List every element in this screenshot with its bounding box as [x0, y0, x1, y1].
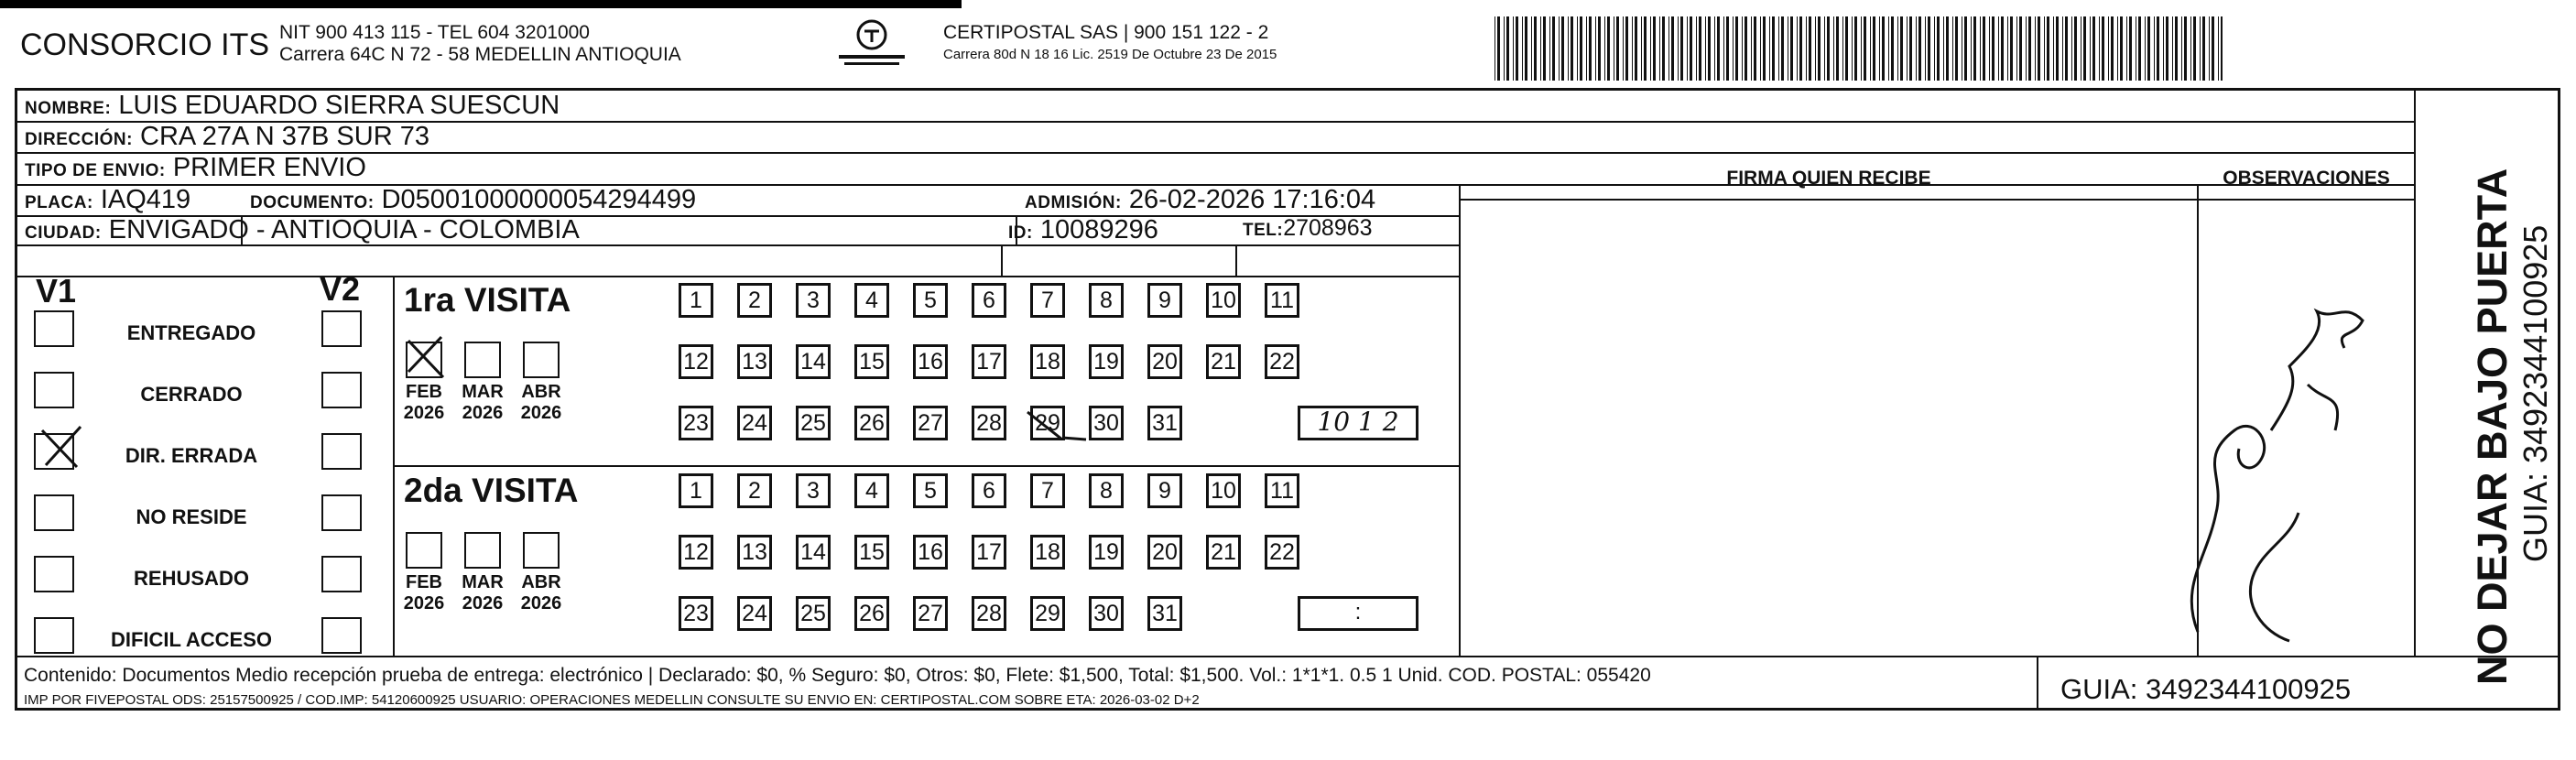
day-box[interactable]: 27	[913, 596, 948, 631]
send-type-value: PRIMER ENVIO	[172, 153, 366, 182]
day-box[interactable]: 28	[972, 406, 1006, 440]
recipient-address: CRA 27A N 37B SUR 73	[140, 122, 429, 151]
day-box[interactable]: 25	[796, 596, 831, 631]
day-box[interactable]: 13	[737, 344, 772, 379]
signature-header: FIRMA QUIEN RECIBE	[1726, 168, 1931, 189]
certipostal-logo-icon	[831, 16, 912, 71]
first-visit-title: 1ra VISITA	[404, 281, 571, 319]
name-label: NOMBRE:	[25, 99, 112, 118]
day-box[interactable]: 8	[1089, 283, 1124, 318]
v1-checkbox[interactable]	[34, 494, 74, 531]
day-box[interactable]: 11	[1265, 283, 1299, 318]
day-box[interactable]: 9	[1147, 283, 1182, 318]
name-row	[25, 91, 560, 121]
barcode-icon	[1495, 16, 2223, 81]
side-panel	[2381, 117, 2564, 685]
id-row	[1008, 215, 1158, 245]
day-box[interactable]: 7	[1030, 283, 1065, 318]
month-year: 2026	[462, 593, 504, 613]
month-year: 2026	[462, 403, 504, 423]
day-box[interactable]: 5	[913, 283, 948, 318]
month-year: 2026	[403, 593, 445, 613]
company-nit: NIT 900 413 115 - TEL 604 3201000	[279, 22, 590, 43]
day-box[interactable]: 23	[679, 406, 713, 440]
day-box[interactable]: 20	[1147, 535, 1182, 570]
recipient-name: LUIS EDUARDO SIERRA SUESCUN	[118, 91, 560, 120]
id-label: ID:	[1008, 223, 1033, 243]
month-year: 2026	[403, 403, 445, 423]
day-box[interactable]: 3	[796, 473, 831, 508]
second-visit-title: 2da VISITA	[404, 472, 579, 509]
v1-checkbox[interactable]	[34, 617, 74, 654]
v2-checkbox[interactable]	[321, 494, 362, 531]
admission-row	[1025, 185, 1375, 215]
imp-line: IMP POR FIVEPOSTAL ODS: 25157500925 / COD.IMP: 54120600925 USUARIO: OPERACIONES MEDELLIN CONSULTE SU ENVIO EN: CERTIPOSTAL.COM SOBRE ETA: 2026-03-02 D+2	[24, 692, 1200, 708]
day-box[interactable]: 1	[679, 473, 713, 508]
month-label: FEB	[406, 572, 442, 592]
day-box[interactable]: 2	[737, 473, 772, 508]
send-type-label: TIPO DE ENVIO:	[25, 161, 166, 180]
day-box[interactable]: 14	[796, 344, 831, 379]
address-row	[25, 122, 429, 152]
day-box[interactable]: 16	[913, 535, 948, 570]
day-box[interactable]: 2	[737, 283, 772, 318]
plate-label: PLACA:	[25, 193, 93, 212]
day-box[interactable]: 18	[1030, 344, 1065, 379]
day-box[interactable]: 21	[1206, 535, 1241, 570]
city-label: CIUDAD:	[25, 223, 102, 243]
tel-value: 2708963	[1283, 215, 1373, 241]
company-address: Carrera 64C N 72 - 58 MEDELLIN ANTIOQUIA	[279, 44, 681, 65]
carrier-name: CERTIPOSTAL SAS | 900 151 122 - 2	[943, 22, 1269, 43]
day-box[interactable]: 22	[1265, 344, 1299, 379]
day-box[interactable]: 26	[854, 596, 889, 631]
day-box[interactable]: 17	[972, 535, 1006, 570]
day-box[interactable]: 18	[1030, 535, 1065, 570]
day-box[interactable]: 13	[737, 535, 772, 570]
v1-checkbox[interactable]	[34, 556, 74, 592]
day-box[interactable]: 6	[972, 473, 1006, 508]
status-label: DIFICIL ACCESO	[110, 628, 272, 651]
admission-value: 26-02-2026 17:16:04	[1128, 185, 1376, 214]
month-label: ABR	[521, 572, 561, 592]
carrier-address: Carrera 80d N 18 16 Lic. 2519 De Octubre 23 De 2015	[943, 47, 1277, 62]
day-box[interactable]: 12	[679, 535, 713, 570]
day-box[interactable]: 21	[1206, 344, 1241, 379]
company-info	[279, 22, 681, 66]
day-box[interactable]: 24	[737, 596, 772, 631]
day-box[interactable]: 4	[854, 283, 889, 318]
v1-checkbox[interactable]	[34, 372, 74, 408]
day-box[interactable]: 19	[1089, 535, 1124, 570]
day-box[interactable]: 15	[854, 344, 889, 379]
month-checkbox[interactable]	[464, 342, 501, 378]
day-box[interactable]: 9	[1147, 473, 1182, 508]
city-value: ENVIGADO - ANTIOQUIA - COLOMBIA	[108, 215, 580, 244]
day-box[interactable]: 15	[854, 535, 889, 570]
day-box[interactable]: 23	[679, 596, 713, 631]
tel-label: TEL:	[1243, 221, 1284, 240]
v1-checkbox[interactable]	[34, 433, 74, 470]
top-rule	[0, 0, 962, 8]
company-name: CONSORCIO ITS	[20, 27, 270, 62]
plate-value: IAQ419	[100, 185, 191, 214]
month-checkbox[interactable]	[406, 342, 442, 378]
v2-checkbox[interactable]	[321, 433, 362, 470]
day-box[interactable]: 4	[854, 473, 889, 508]
v1-checkbox[interactable]	[34, 310, 74, 347]
day-box[interactable]: 29	[1030, 406, 1065, 440]
day-box[interactable]: 3	[796, 283, 831, 318]
v2-header: V2	[320, 270, 361, 308]
day-box[interactable]: 10	[1206, 473, 1241, 508]
document-label: DOCUMENTO:	[250, 193, 375, 212]
second-visit-time[interactable]: :	[1298, 596, 1418, 631]
footer-guia: GUIA: 3492344100925	[2060, 673, 2352, 705]
day-box[interactable]: 6	[972, 283, 1006, 318]
status-label: DIR. ERRADA	[125, 444, 258, 467]
day-box[interactable]: 29	[1030, 596, 1065, 631]
month-checkbox[interactable]	[464, 532, 501, 569]
day-box[interactable]: 25	[796, 406, 831, 440]
month-checkbox[interactable]	[406, 532, 442, 569]
document-value: D05001000000054294499	[381, 185, 697, 214]
id-value: 10089296	[1039, 215, 1158, 244]
observations-header: OBSERVACIONES	[2223, 168, 2390, 189]
plate-row	[25, 185, 190, 215]
day-box[interactable]: 1	[679, 283, 713, 318]
day-box[interactable]: 5	[913, 473, 948, 508]
day-box[interactable]: 26	[854, 406, 889, 440]
month-label: MAR	[462, 382, 504, 402]
day-box[interactable]: 22	[1265, 535, 1299, 570]
status-label: NO RESIDE	[136, 505, 247, 528]
month-year: 2026	[520, 593, 562, 613]
day-box[interactable]: 11	[1265, 473, 1299, 508]
day-box[interactable]: 10	[1206, 283, 1241, 318]
day-box[interactable]: 7	[1030, 473, 1065, 508]
day-box[interactable]: 30	[1089, 596, 1124, 631]
day-box[interactable]: 31	[1147, 406, 1182, 440]
status-label: ENTREGADO	[126, 321, 256, 344]
no-under-door-warning: NO DEJAR BAJO PUERTA	[2469, 168, 2516, 685]
address-label: DIRECCIÓN:	[25, 130, 133, 149]
status-label: REHUSADO	[134, 567, 249, 590]
month-label: FEB	[406, 382, 442, 402]
tel-row	[1243, 215, 1373, 242]
month-checkbox[interactable]	[523, 342, 560, 378]
day-box[interactable]: 27	[913, 406, 948, 440]
month-checkbox[interactable]	[523, 532, 560, 569]
day-box[interactable]: 12	[679, 344, 713, 379]
send-type-row	[25, 153, 366, 183]
admission-label: ADMISIÓN:	[1025, 193, 1122, 212]
day-box[interactable]: 19	[1089, 344, 1124, 379]
month-year: 2026	[520, 403, 562, 423]
day-box[interactable]: 14	[796, 535, 831, 570]
v2-checkbox[interactable]	[321, 556, 362, 592]
v2-checkbox[interactable]	[321, 372, 362, 408]
side-guia: GUIA: 3492344100925	[2516, 224, 2554, 562]
day-box[interactable]: 31	[1147, 596, 1182, 631]
status-label: CERRADO	[140, 383, 243, 406]
day-box[interactable]: 8	[1089, 473, 1124, 508]
day-box[interactable]: 24	[737, 406, 772, 440]
v2-checkbox[interactable]	[321, 617, 362, 654]
day-box[interactable]: 30	[1089, 406, 1124, 440]
month-label: MAR	[462, 572, 504, 592]
day-box[interactable]: 17	[972, 344, 1006, 379]
v2-checkbox[interactable]	[321, 310, 362, 347]
document-row	[250, 185, 696, 215]
day-box[interactable]: 16	[913, 344, 948, 379]
carrier-info	[943, 22, 1277, 66]
v1-header: V1	[36, 272, 77, 309]
delivery-form	[15, 88, 2560, 711]
first-visit-time[interactable]: 10 1 2	[1298, 406, 1418, 440]
month-label: ABR	[521, 382, 561, 402]
content-line: Contenido: Documentos Medio recepción prueba de entrega: electrónico | Declarado: $0, % Seguro: $0, Otros: $0, Flete: $1,500, Total: $1,500. Vol.: 1*1*1. 0.5 1 Unid. COD. POSTAL: 055420	[24, 665, 1651, 686]
day-box[interactable]: 20	[1147, 344, 1182, 379]
city-row	[25, 215, 580, 245]
day-box[interactable]: 28	[972, 596, 1006, 631]
